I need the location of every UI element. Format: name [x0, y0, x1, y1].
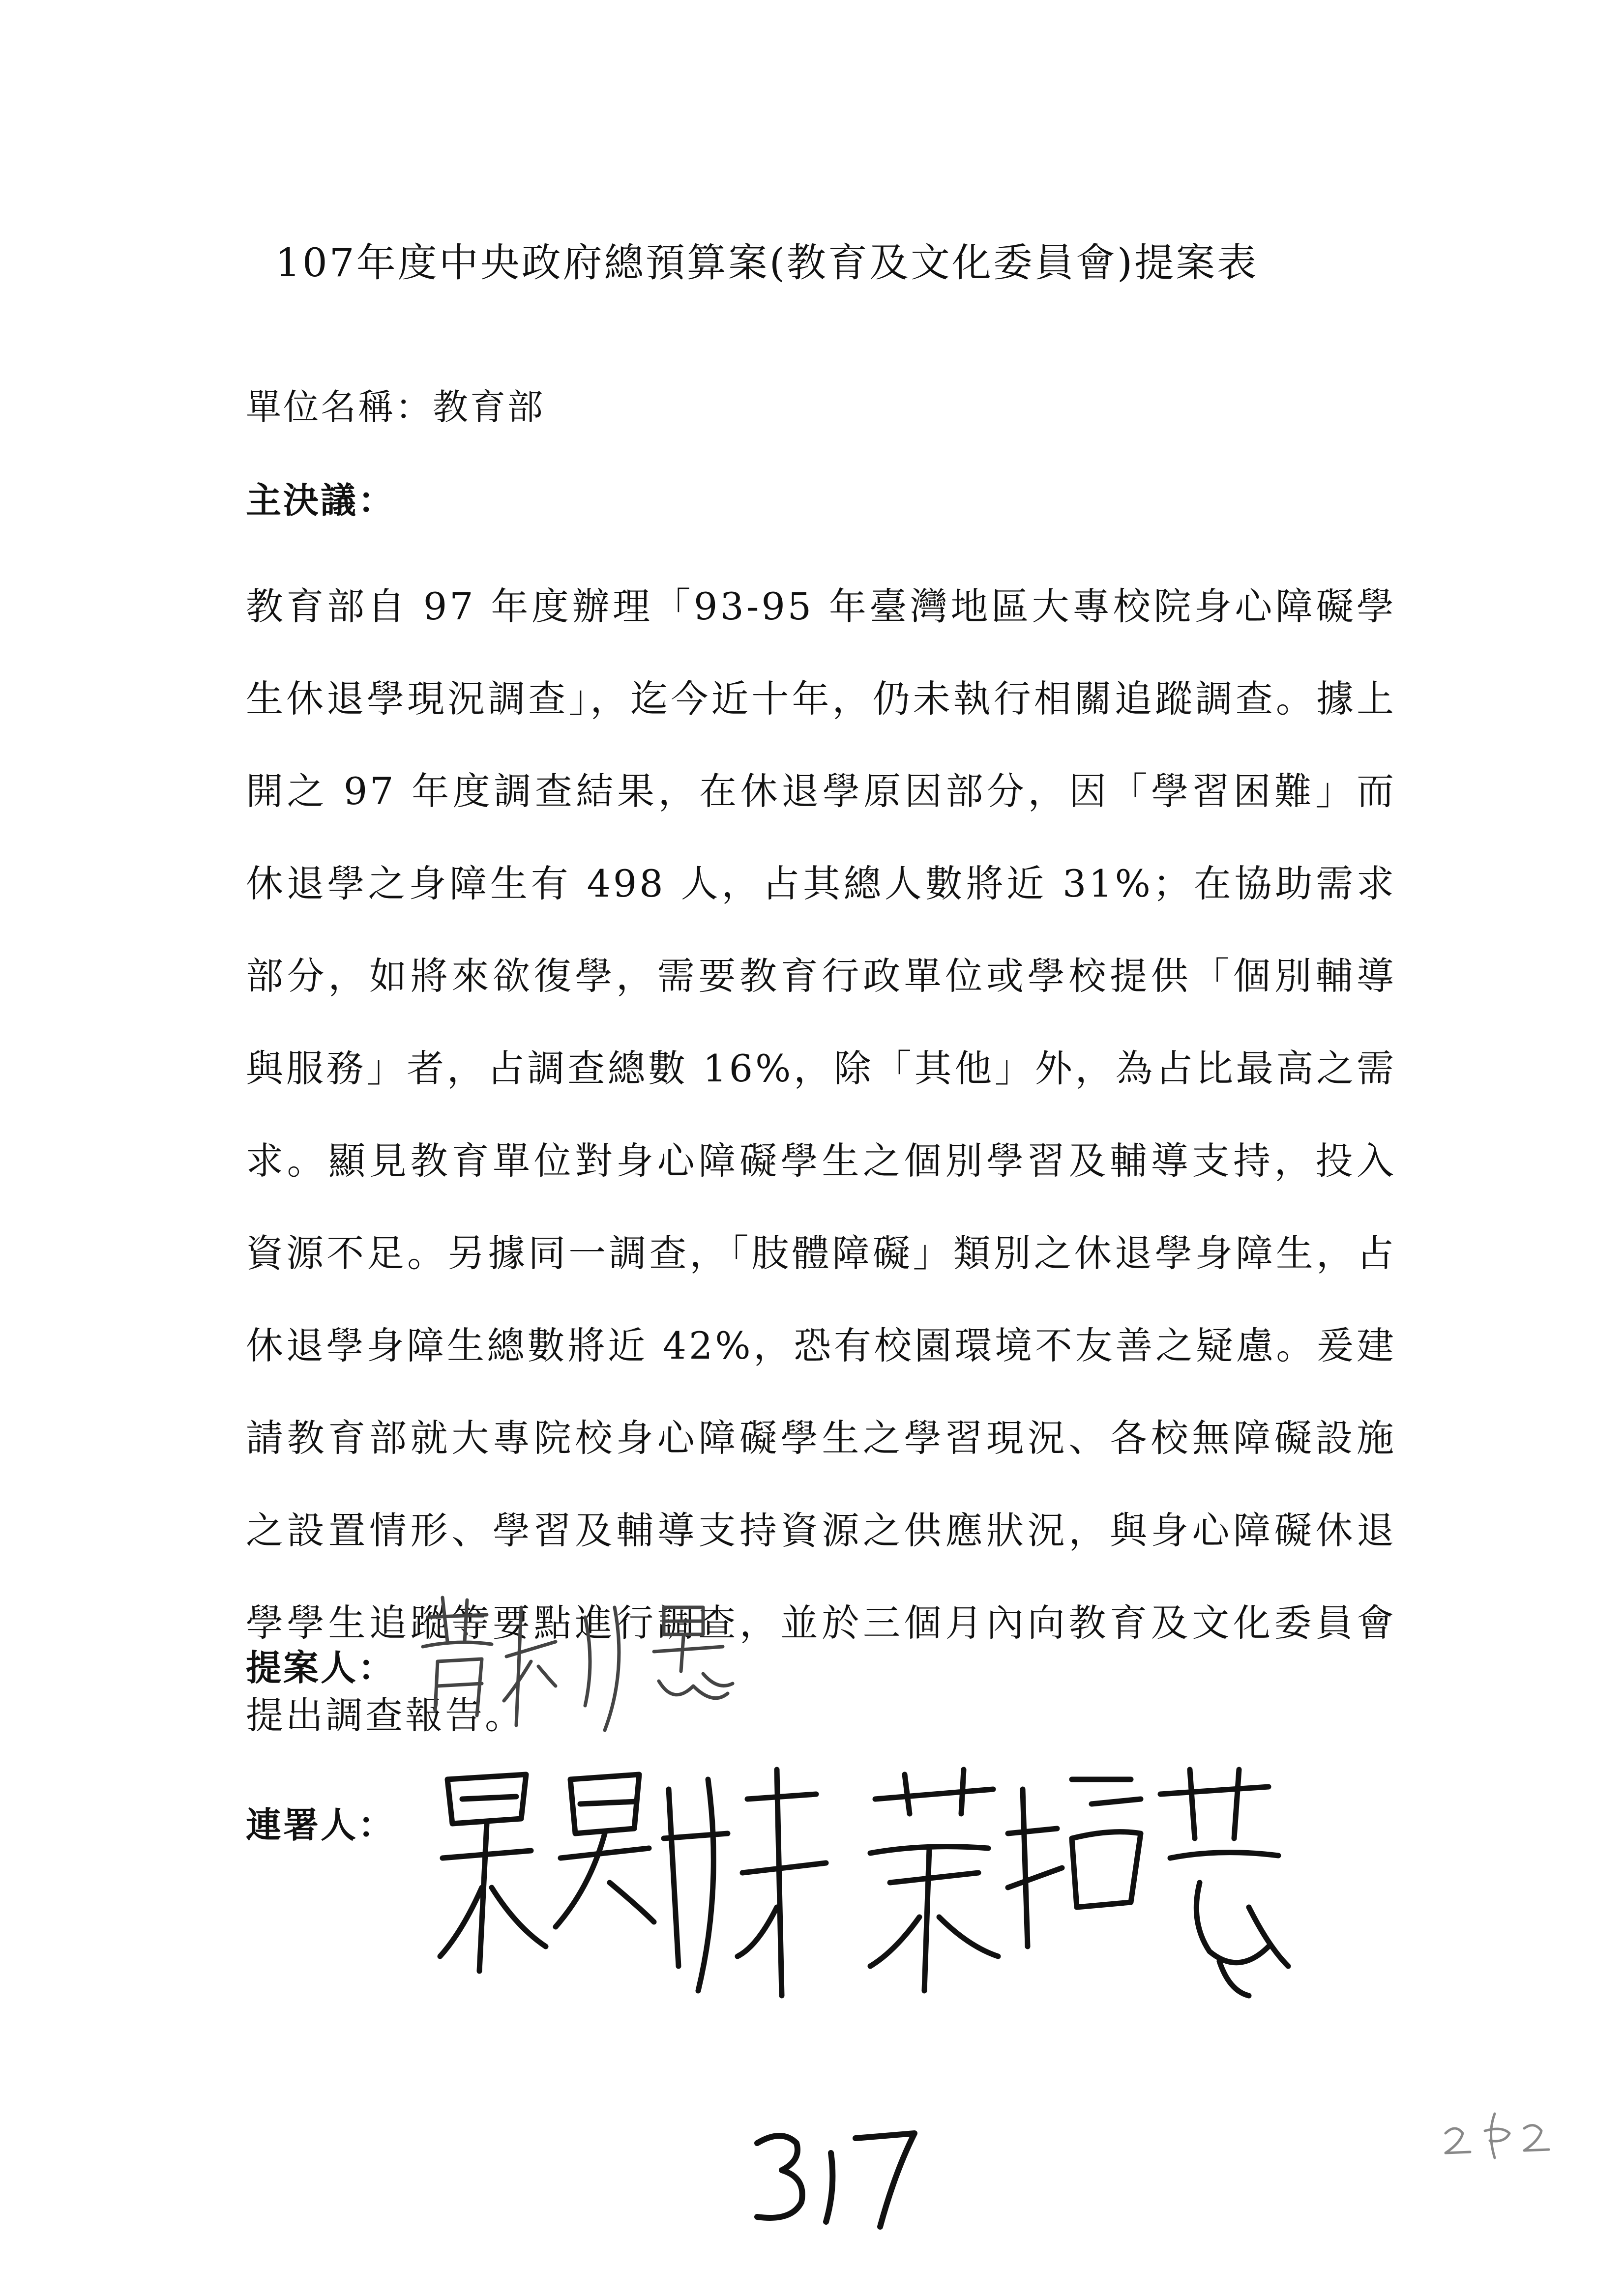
corner-mark-handwritten	[1436, 2104, 1564, 2165]
unit-name: 單位名稱：教育部	[246, 386, 545, 428]
proposer-signature	[408, 1588, 782, 1735]
page-number-handwritten	[747, 2123, 924, 2234]
cosigner-signatures	[433, 1760, 1298, 2015]
document-title: 107年度中央政府總預算案(教育及文化委員會)提案表	[275, 240, 1259, 286]
cosigner-label: 連署人：	[246, 1804, 396, 1846]
proposer-label: 提案人：	[246, 1647, 396, 1688]
main-resolution-label: 主決議：	[246, 480, 396, 521]
resolution-body: 教育部自 97 年度辦理「93-95 年臺灣地區大專校院身心障礙學生休退學現況調查」，迄今近十年，仍未執行相關追蹤調查。據上開之 97 年度調查結果，在休退學原因部分，因「學習困難」而休退學之身障生有 498 人，占其總人數將近 31%；在協助需求部分，如將來欲復學，需要教育行政單位或學校提供「個別輔導與服務」者，占調查總數 16%，除「其他」外，為占比最高之需求。顯見教育單位對身心障礙學生之個別學習及輔導支持，投入資源不足。另據同一調查，「肢體障礙」類別之休退學身障生，占休退學身障生總數將近 42%，恐有校園環境不友善之疑慮。爰建請教育部就大專院校身心障礙學生之學習現況、各校無障礙設施之設置情形、學習及輔導支持資源之供應狀況，與身心障礙休退學學生追蹤等要點進行調查，並於三個月內向教育及文化委員會提出調查報告。	[246, 584, 1396, 1737]
